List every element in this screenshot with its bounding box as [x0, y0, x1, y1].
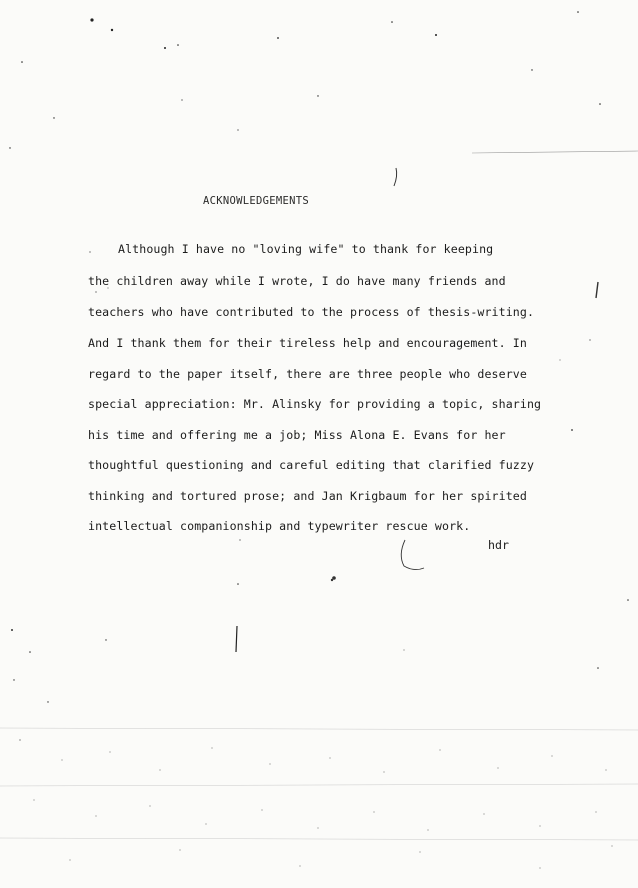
paragraph-line: the children away while I wrote, I do have many friends and — [88, 274, 506, 288]
page-title: ACKNOWLEDGEMENTS — [203, 195, 309, 207]
paragraph-line: intellectual companionship and typewriter rescue work. — [88, 519, 471, 533]
paragraph-line: thoughtful questioning and careful editing that clarified fuzzy — [88, 458, 535, 472]
paragraph-line: teachers who have contributed to the process of thesis-writing. — [88, 305, 535, 319]
paragraph-line: And I thank them for their tireless help and encouragement. In — [88, 336, 527, 350]
paragraph-line: his time and offering me a job; Miss Alona E. Evans for her — [88, 428, 506, 442]
paragraph-line: special appreciation: Mr. Alinsky for providing a topic, sharing — [88, 397, 542, 411]
paragraph-line: thinking and tortured prose; and Jan Krigbaum for her spirited — [88, 489, 527, 503]
paragraph-line: Although I have no "loving wife" to thank for keeping — [118, 242, 494, 256]
signature-initials: hdr — [488, 538, 509, 552]
paragraph-line: regard to the paper itself, there are three people who deserve — [88, 367, 527, 381]
